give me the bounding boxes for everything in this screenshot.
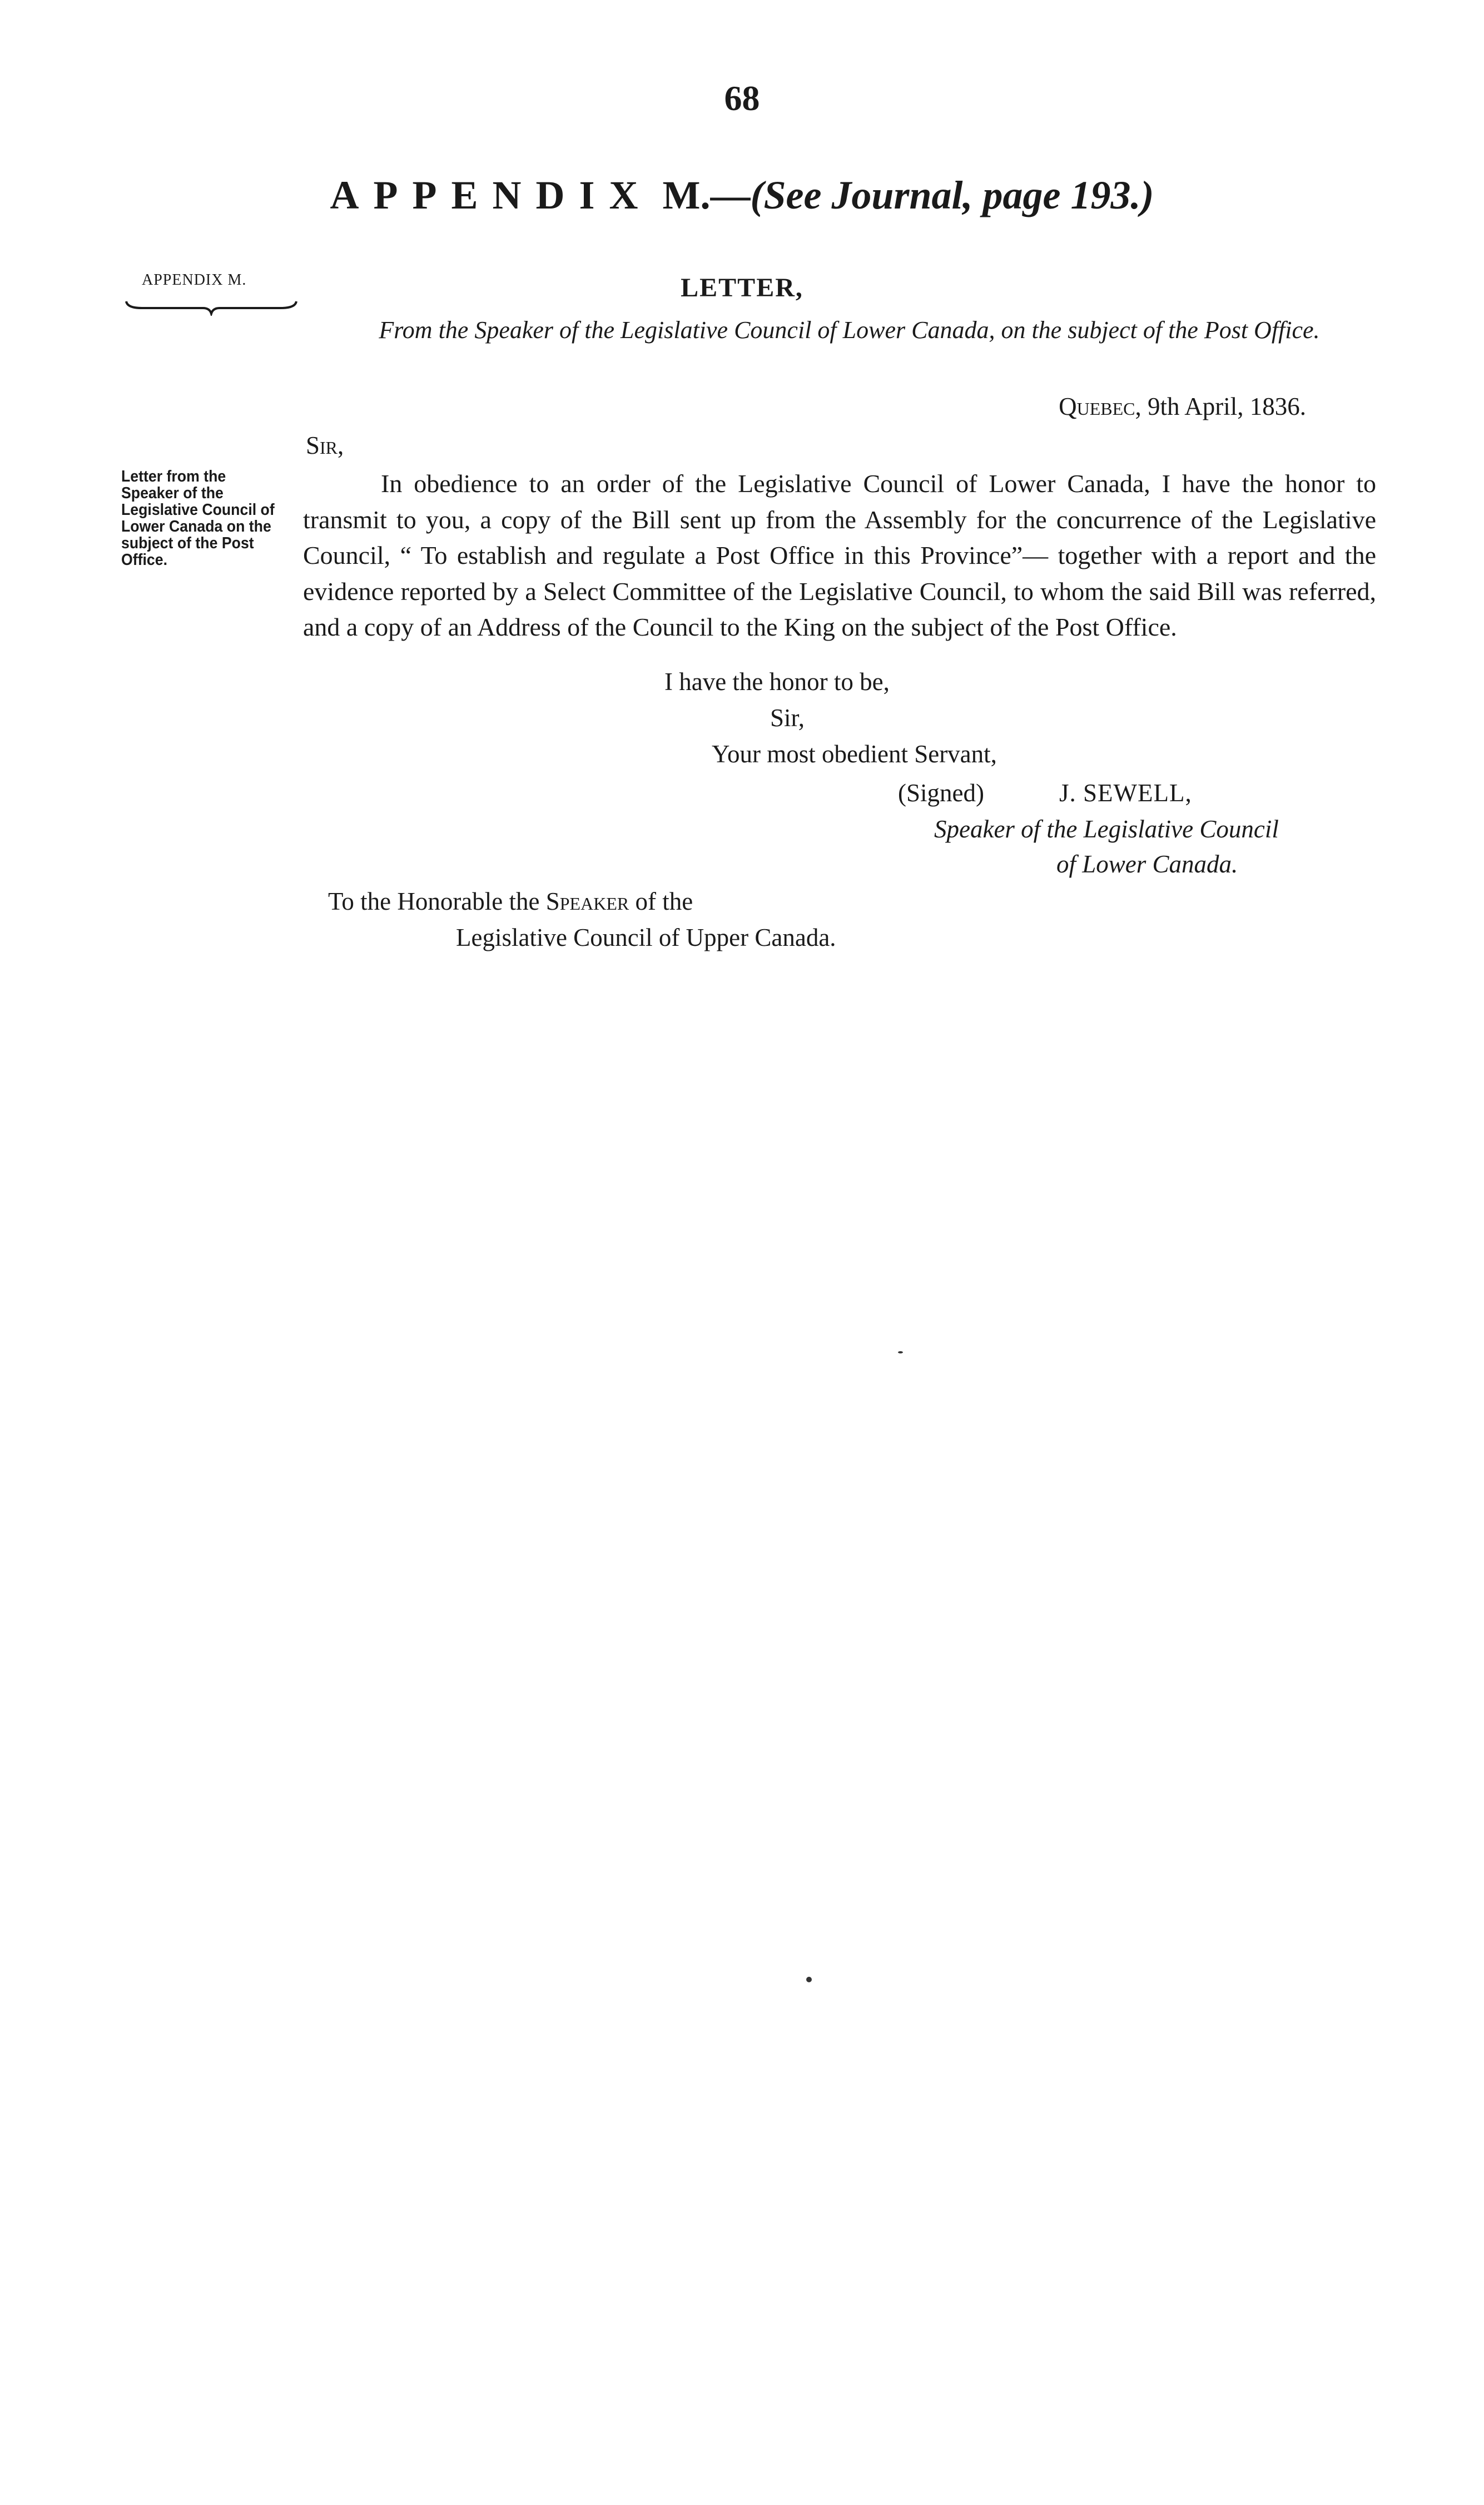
margin-label: APPENDIX M. bbox=[142, 271, 247, 289]
date-line bbox=[1059, 392, 1306, 421]
addressee-suffix: of the bbox=[635, 887, 693, 915]
addressee-prefix: To the Honorable the bbox=[328, 887, 540, 915]
letter-body-text: In obedience to an order of the Legislative Council of Lower Canada, I have the honor to transmit to you, a copy of the Bill sent up from the Assembly for the concurrence of the Legislative Council, “ To establish and regulate a Post Office in this Province”— together with a report and the evidence reported by a Select Committee of the Legislative Council, to whom the said Bill was referred, and a copy of an Address of the Council to the King on the subject of the Post Office. bbox=[303, 469, 1376, 641]
signed-label: (Signed) bbox=[898, 779, 984, 807]
addressee-line-1 bbox=[328, 887, 693, 916]
page-number: 68 bbox=[724, 78, 760, 118]
salutation: Sir, bbox=[306, 431, 344, 459]
closing-line-2: Sir, bbox=[770, 704, 805, 732]
date-place: Quebec, bbox=[1059, 393, 1141, 420]
closing-line-1: I have the honor to be, bbox=[664, 668, 890, 696]
closing-line-3: Your most obedient Servant, bbox=[712, 740, 997, 768]
margin-note: Letter from the Speaker of the Legislative Council of Lower Canada on the subject of the Post Office. bbox=[121, 468, 275, 569]
journal-reference: (See Journal, page 193.) bbox=[750, 173, 1154, 217]
signer-title-line-2: of Lower Canada. bbox=[1056, 850, 1238, 878]
letter-subtitle: From the Speaker of the Legislative Council of Lower Canada, on the subject of the Post Office. bbox=[379, 316, 1320, 344]
paper-speck bbox=[806, 1977, 812, 1982]
appendix-title bbox=[0, 172, 1484, 219]
letter-heading: LETTER, bbox=[681, 273, 803, 302]
letter-body bbox=[303, 466, 1376, 646]
signer-title-line-1: Speaker of the Legislative Council bbox=[934, 815, 1279, 843]
addressee-speaker: Speaker bbox=[545, 887, 629, 915]
appendix-title-letter: M.— bbox=[662, 173, 751, 217]
addressee-line-2: Legislative Council of Upper Canada. bbox=[456, 924, 836, 951]
date: 9th April, 1836. bbox=[1147, 393, 1306, 420]
appendix-title-word: APPENDIX bbox=[330, 173, 653, 217]
signer-name: J. SEWELL, bbox=[1059, 779, 1192, 807]
paper-speck bbox=[898, 1351, 903, 1353]
